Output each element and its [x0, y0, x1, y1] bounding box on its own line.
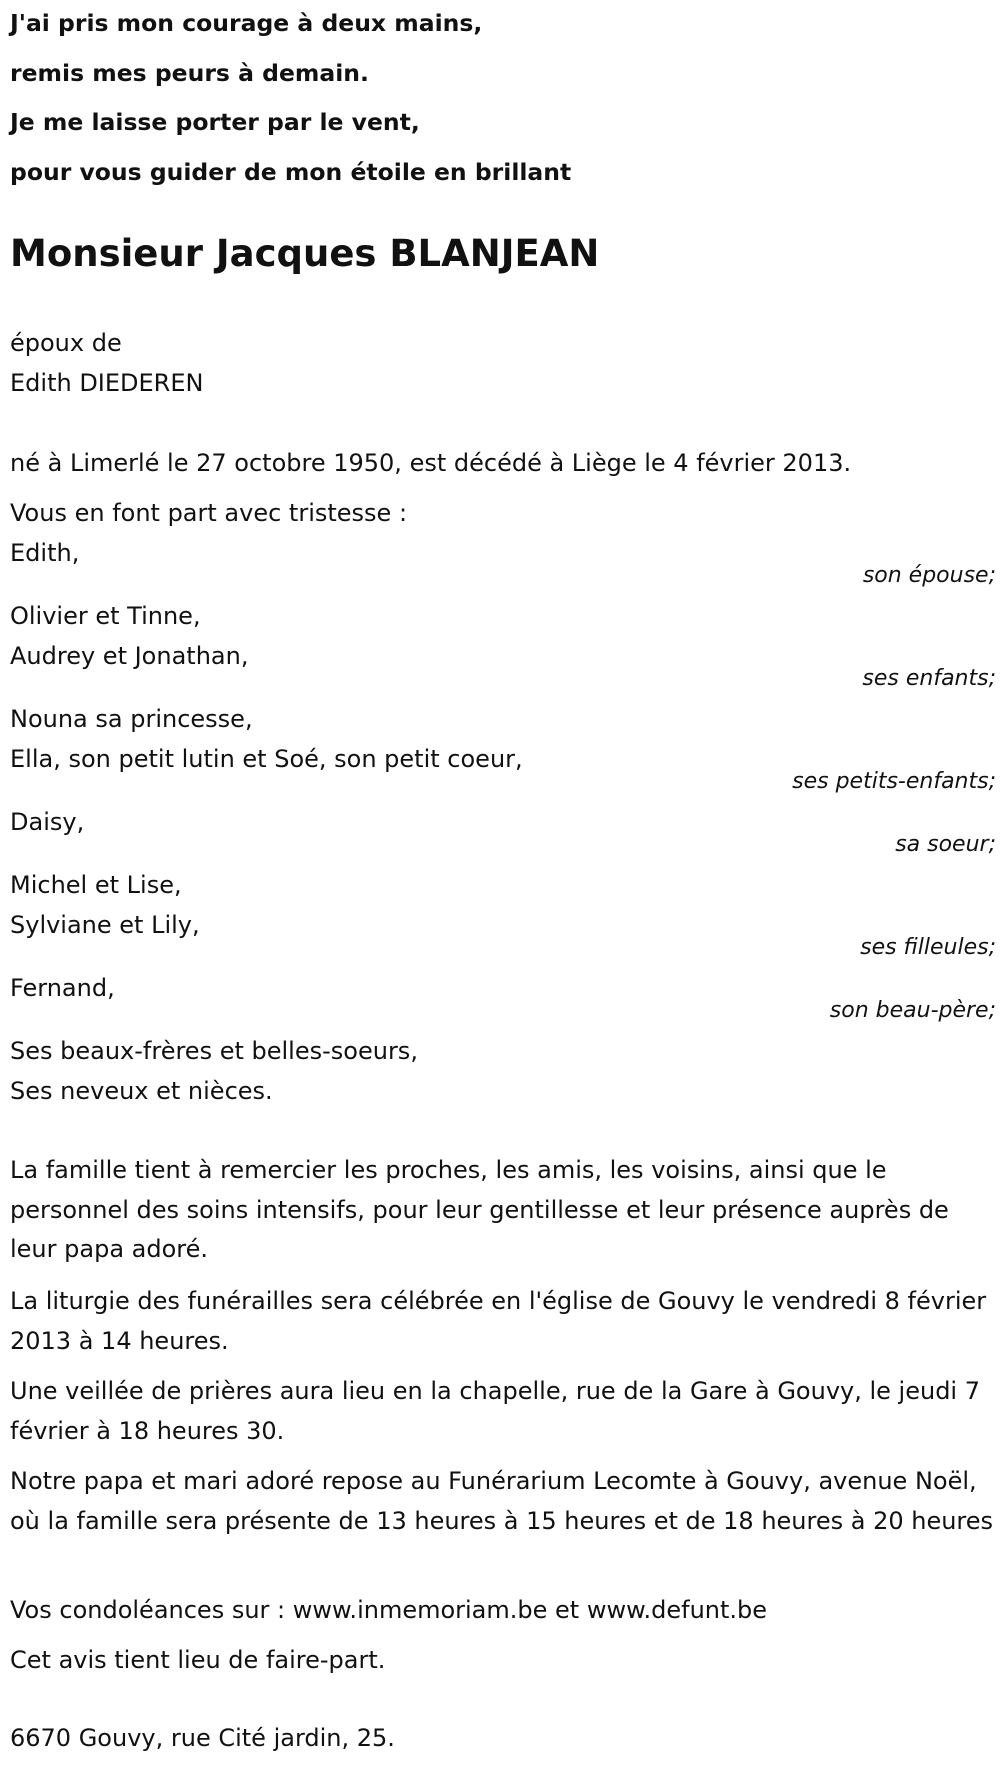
- family-role: ses filleules;: [860, 935, 996, 960]
- family-member-name: Nouna sa princesse,: [10, 705, 253, 733]
- family-member-name: Michel et Lise,: [10, 871, 182, 899]
- family-member-name: Olivier et Tinne,: [10, 602, 201, 630]
- poem-line: remis mes peurs à demain.: [10, 58, 369, 87]
- extended-family-line: Ses neveux et nièces.: [10, 1077, 273, 1105]
- condolences-line: Vos condoléances sur : www.inmemoriam.be et www.defunt.be: [10, 1596, 768, 1624]
- deceased-name: Monsieur Jacques BLANJEAN: [10, 232, 600, 275]
- family-member-name: Audrey et Jonathan,: [10, 642, 249, 670]
- spouse-name: Edith DIEDEREN: [10, 369, 204, 397]
- family-member-name: Fernand,: [10, 974, 115, 1002]
- spouse-prefix: époux de: [10, 329, 122, 357]
- family-role: son épouse;: [862, 563, 996, 588]
- family-member-name: Edith,: [10, 539, 80, 567]
- family-role: son beau-père;: [829, 998, 996, 1023]
- announcement-intro: Vous en font part avec tristesse :: [10, 499, 408, 527]
- family-role: sa soeur;: [895, 832, 996, 857]
- address: 6670 Gouvy, rue Cité jardin, 25.: [10, 1724, 395, 1752]
- extended-family-line: Ses beaux-frères et belles-soeurs,: [10, 1037, 418, 1065]
- funeral-paragraph: La liturgie des funérailles sera célébrée en l'église de Gouvy le vendredi 8 février 2013 à 14 heures.: [10, 1287, 987, 1355]
- vigil-paragraph: Une veillée de prières aura lieu en la chapelle, rue de la Gare à Gouvy, le jeudi 7 février à 18 heures 30.: [10, 1377, 980, 1445]
- poem-line: pour vous guider de mon étoile en brillant: [10, 157, 572, 186]
- poem-line: Je me laisse porter par le vent,: [10, 108, 420, 136]
- family-member-name: Daisy,: [10, 808, 85, 836]
- family-member-name: Ella, son petit lutin et Soé, son petit coeur,: [10, 745, 523, 773]
- birth-death-statement: né à Limerlé le 27 octobre 1950, est décédé à Liège le 4 février 2013.: [10, 449, 852, 477]
- family-role: ses petits-enfants;: [792, 769, 996, 794]
- funerarium-paragraph: Notre papa et mari adoré repose au Funérarium Lecomte à Gouvy, avenue Noël, où la famille sera présente de 13 heures à 15 heures et de 18 heures à 20 heures: [10, 1467, 994, 1535]
- family-member-name: Sylviane et Lily,: [10, 911, 200, 939]
- poem-line: J'ai pris mon courage à deux mains,: [10, 9, 483, 37]
- family-role: ses enfants;: [862, 666, 996, 691]
- thanks-paragraph: La famille tient à remercier les proches, les amis, les voisins, ainsi que le personnel des soins intensifs, pour leur gentillesse et leur présence auprès de leur papa adoré.: [10, 1156, 949, 1263]
- poem: [10, 8, 571, 206]
- faire-part-line: Cet avis tient lieu de faire-part.: [10, 1646, 386, 1674]
